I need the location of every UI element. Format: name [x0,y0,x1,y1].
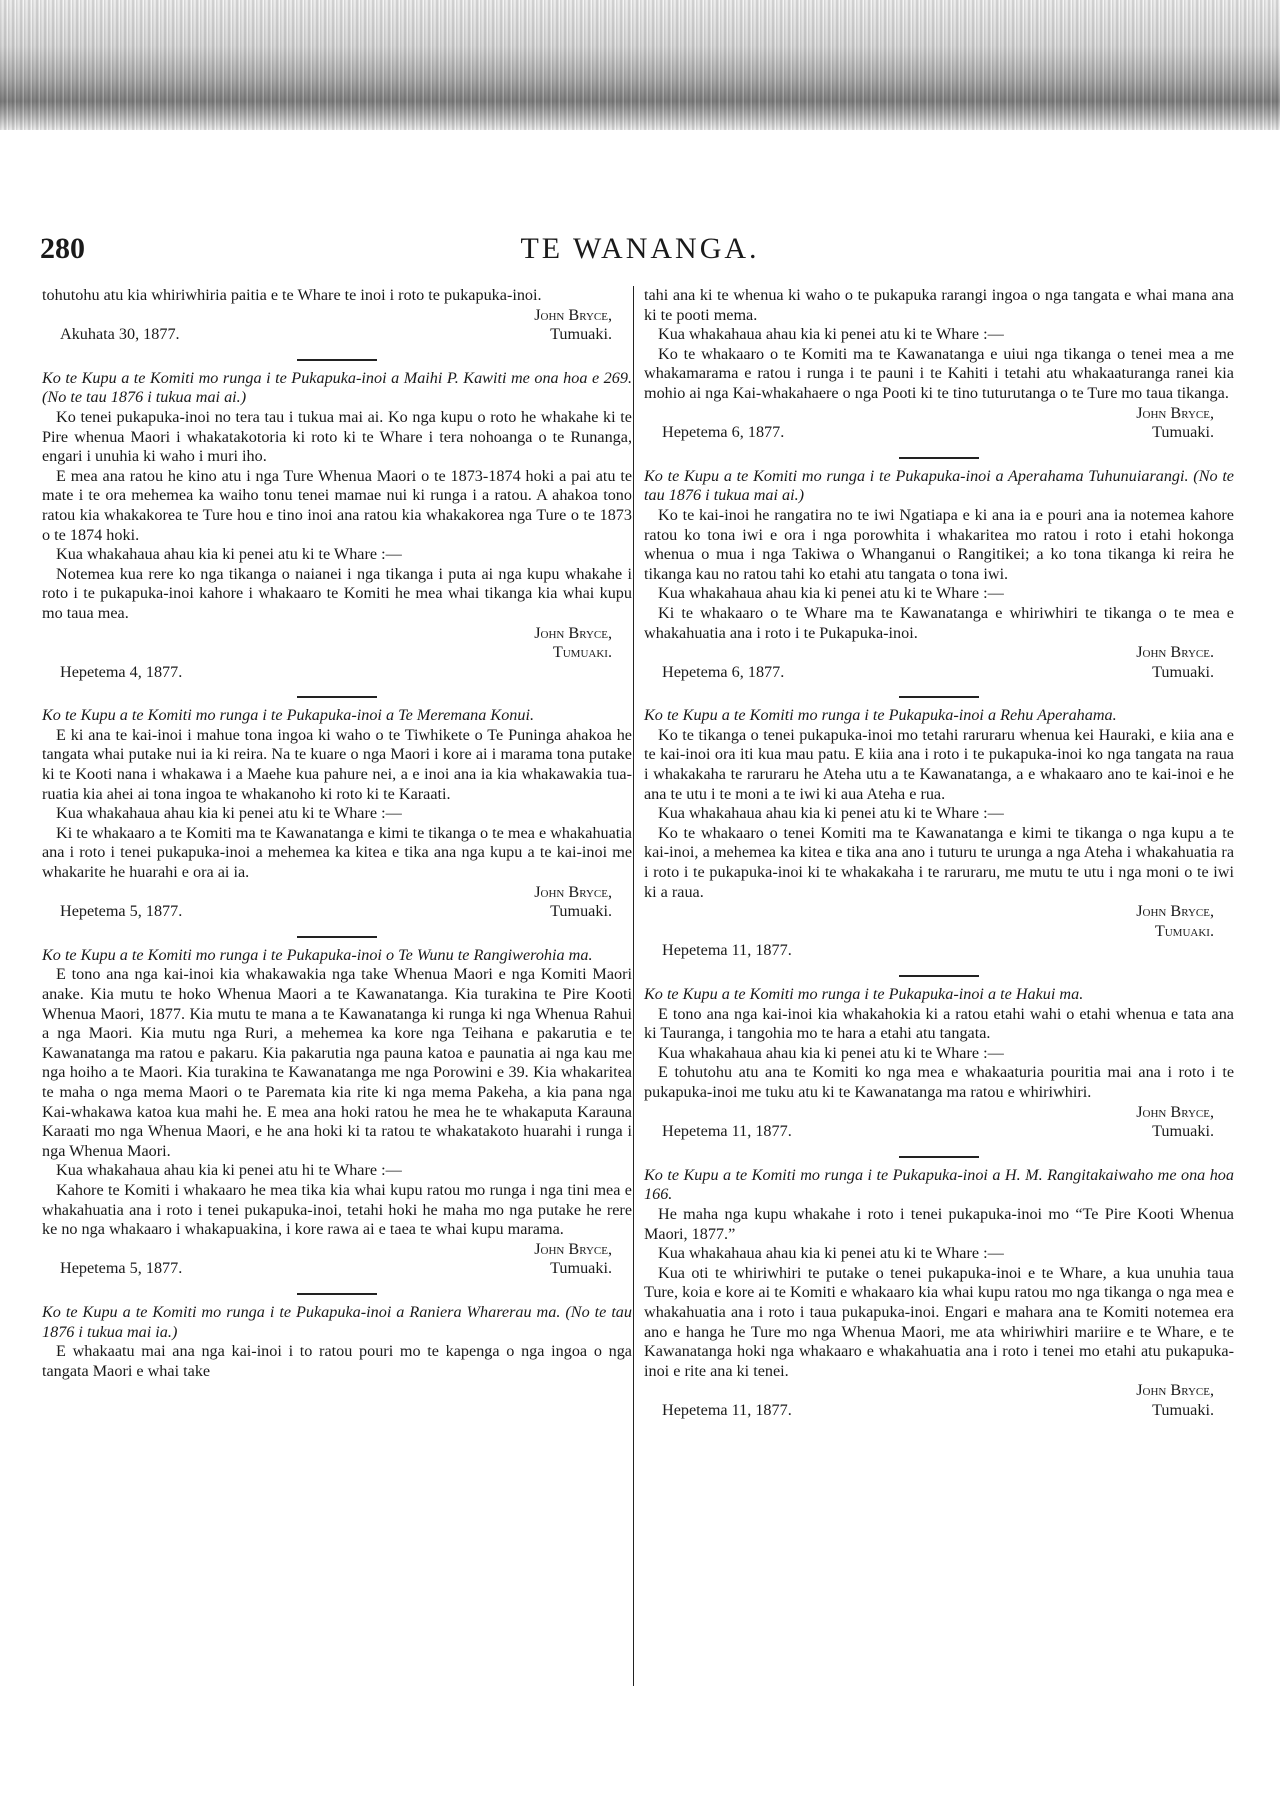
signature-date: Hepetema 5, 1877. [60,902,183,921]
signature-name: John Bryce, [534,623,612,642]
section-rule [297,936,377,938]
paragraph: Ki te whakaaro o te Whare ma te Kawanatanga e whiriwhiri te tikanga o te mea e whakahuatia ana i roto i te Pukapuka-inoi. [644,603,1234,642]
paragraph: Kua whakahaua ahau kia ki penei atu ki te Whare :— [658,804,1004,823]
paragraph: Ko te whakaaro o te Komiti ma te Kawanatanga e uiui nga tikanga o tenei mea a me whakamarama e ratou i runga i te pauni i te Kahiti i tetahi atu whakaaturanga ranei kia mohio ai nga Kai-whakahaere o nga Pooti ki te tino tuturutanga o te Ture mo taua tikanga. [644,344,1234,402]
paragraph: Ko te kai-inoi he rangatira no te iwi Ngatiapa e ki ana ia e pouri ana ia notemea kahore ratou ko tona iwi e ora i nga porowhita i whakaritea mo ratou i roto i etahi hokonga whenua o mua i nga Takiwa o Whanganui o Rangitikei; a ko tona tikanga ki reira he tikanga kau no ratou tahi ko etahi atu tangata o tona iwi. [644,505,1234,583]
paragraph: E tono ana nga kai-inoi kia whakawakia nga take Whenua Maori e nga Komiti Maori anake. Kia mutu te hoko Whenua Maori a te Kawanatanga. Kia turakina te Pire Kooti Whenua Maori, 1877. Kia mutu te mana a te Kawanatanga ki runga ki nga Whenua Rahui a nga Maori. Kia mutu nga Ruri, a mehemea ka kore nga Teihana e pakarutia e te Kawanatanga ma ratou e pakaru. Kia pakarutia nga pauna katoa e paunatia ai nga kau me nga hoiho a te Maori. Kia turakina te Kawanatanga me nga Porowini e 39. Kia whakaritea te maha o nga mema Maori o te Paremata kia rite ki nga mema Pakeha, a kia pana nga Kai-whakawa katoa kua mahi he. E mea ana hoki ratou he mea he te whakaputa Karauna Karaati mo nga Whenua Maori, e he ana hoki ki ta ratou te whakatakoto huarahi i runga i nga Whenua Maori. [42,965,632,1160]
section-heading: Ko te Kupu a te Komiti mo runga i te Pukapuka-inoi a te Hakui ma. [644,985,1084,1003]
signature-date: Hepetema 6, 1877. [662,423,785,442]
paragraph: Ko te tikanga o tenei pukapuka-inoi mo tetahi raruraru whenua kei Hauraki, e kiia ana e te kai-inoi ora iti kua mau patu. E kiia ana i roto i te pukapuka-inoi ko nga tangata na raua i whakakaha te raruraru he Ateha utu a te Kawanatanga, a e whakaaro ano te kai-inoi e he ana te utu i te moni a te iwi ki aua Ateha e rua. [644,725,1234,803]
paragraph: E mea ana ratou he kino atu i nga Ture Whenua Maori o te 1873-1874 hoki a pai atu te mate i te ora mehemea ka waiho tonu tenei mamae nui ki runga i a ratou. A ahakoa tono ratou kia whakakorea te Ture hou e tino inoi ana ratou kia whakakorea nga Ture o te 1873 o te 1874 hoki. [42,466,632,544]
signature-date: Akuhata 30, 1877. [60,325,180,344]
signature-name: John Bryce, [1136,403,1214,422]
section-rule [297,696,377,698]
section-heading: Ko te Kupu a te Komiti mo runga i te Pukapuka-inoi a Maihi P. Kawiti me ona hoa e 269. (No te tau 1876 i tukua mai ai.) [42,368,632,407]
right-column [644,286,1234,1420]
left-column [42,286,632,1381]
signature-name: John Bryce, [1136,1381,1214,1400]
signature-name: John Bryce. [1136,643,1214,662]
section-heading: Ko te Kupu a te Komiti mo runga i te Pukapuka-inoi a Aperahama Tuhunuiarangi. (No te tau 1876 i tukua mai ai.) [644,466,1234,505]
paragraph: tohutohu atu kia whiriwhiria paitia e te Whare te inoi i roto te pukapuka-inoi. [42,286,542,304]
paragraph: Kua whakahaua ahau kia ki penei atu ki te Whare :— [56,804,402,823]
signature-row [42,325,632,345]
signature-role: Tumuaki. [550,902,612,921]
signature-row [644,663,1234,683]
section-rule [899,457,979,459]
paragraph: tahi ana ki te whenua ki waho o te pukapuka rarangi ingoa o nga tangata e whai mana ana ki te pooti mema. [644,286,1234,324]
signature-role: Tumuaki. [1152,1400,1214,1419]
signature-row [42,1259,632,1279]
paragraph: Kua oti te whiriwhiri te putake o tenei pukapuka-inoi e te Whare, a kua unuhia taua Ture, koia e kore ai te Komiti e whakaaro kia whai kupu ratou mo nga tikanga o nga mea e whakahuatia ana i roto i taua pukapuka-inoi. Engari e mahara ana te Komiti notemea era ano e hanga he Ture mo nga Whenua Maori, me ata whiriwhiri mariire e te Whare, e te Kawanatanga hoki nga whakaaro e whakahuatia ana i roto i tenei mo etahi atu pukapuka-inoi e rite ana ki tenei. [644,1263,1234,1380]
section-heading: Ko te Kupu a te Komiti mo runga i te Pukapuka-inoi o Te Wunu te Rangiwerohia ma. [42,945,593,964]
paragraph: He maha nga kupu whakahe i roto i tenei pukapuka-inoi mo “Te Pire Kooti Whenua Maori, 1877.” [644,1204,1234,1243]
signature-name: John Bryce, [534,305,612,324]
signature-role: Tumuaki. [550,325,612,344]
signature-date: Hepetema 5, 1877. [60,1259,183,1278]
signature-name: John Bryce, [534,1239,612,1258]
signature-row [644,1401,1234,1421]
signature-row [42,902,632,922]
paragraph: E tono ana nga kai-inoi kia whakahokia ki a ratou etahi wahi o etahi whenua e tata ana ki Tauranga, i tangohia mo te hara a etahi atu tangata. [644,1004,1234,1043]
paragraph: Ko tenei pukapuka-inoi no tera tau i tukua mai ai. Ko nga kupu o roto he whakahe ki te Pire whenua Maori i whakatakotoria ki roto ki te Whare i tera nohoanga o te Runanga, engari i unuhia ki waho i muri iho. [42,407,632,466]
signature-name: John Bryce, [534,882,612,901]
paragraph: Ki te whakaaro a te Komiti ma te Kawanatanga e kimi te tikanga o te mea e whakahuatia ana i roto i tenei pukapuka-inoi a mehemea ka kitea e tika ana nga kupu a te kai-inoi me whakarite he huarahi e ora ai ia. [42,823,632,882]
signature-date: Hepetema 11, 1877. [662,1122,792,1141]
signature-date: Hepetema 4, 1877. [60,662,183,681]
signature-name: John Bryce, [1136,902,1214,921]
signature-role: Tumuaki. [1154,921,1214,940]
signature-row [644,1122,1234,1142]
signature-role: Tumuaki. [1152,1122,1214,1141]
signature-name: John Bryce, [1136,1102,1214,1121]
paragraph: Kua whakahaua ahau kia ki penei atu ki te Whare :— [56,545,402,564]
signature-date: Hepetema 6, 1877. [662,662,785,681]
section-rule [899,1156,979,1158]
signature-date: Hepetema 11, 1877. [662,941,792,960]
paragraph: Notemea kua rere ko nga tikanga o naianei i nga tikanga i puta ai nga kupu whakahe i roto i te pukapuka-inoi kahore i whakaaro te Komiti he mea whai tikanga kia whai kupu mo taua mea. [42,564,632,622]
paragraph: Kua whakahaua ahau kia ki penei atu ki te Whare :— [658,1244,1004,1263]
signature-date: Hepetema 11, 1877. [662,1400,792,1419]
signature-role: Tumuaki. [1152,662,1214,681]
section-rule [899,696,979,698]
section-heading: Ko te Kupu a te Komiti mo runga i te Pukapuka-inoi a Rehu Aperahama. [644,706,1117,725]
section-heading: Ko te Kupu a te Komiti mo runga i te Pukapuka-inoi a Te Meremana Konui. [42,706,535,725]
signature-role: Tumuaki. [552,643,612,662]
signature-row [644,423,1234,443]
section-heading: Ko te Kupu a te Komiti mo runga i te Pukapuka-inoi a Raniera Wharerau ma. (No te tau 1876 i tukua mai ia.) [42,1302,632,1341]
signature-role: Tumuaki. [550,1259,612,1278]
journal-title: TE WANANGA. [520,232,760,265]
section-heading: Ko te Kupu a te Komiti mo runga i te Pukapuka-inoi a H. M. Rangitakaiwaho me ona hoa 166. [644,1165,1234,1204]
column-divider [633,286,634,1686]
signature-row [644,941,1234,961]
page-header [40,226,1240,270]
paragraph: Kua whakahaua ahau kia ki penei atu ki te Whare :— [658,325,1004,344]
paragraph: Kua whakahaua ahau kia ki penei atu ki te Whare :— [658,1043,1004,1062]
scan-noise-band [0,0,1280,130]
section-rule [297,359,377,361]
section-rule [899,975,979,977]
paragraph: E ki ana te kai-inoi i mahue tona ingoa ki waho o te Tiwhikete o Te Puninga ahakoa he tangata whai putake nui ia ki reira. Na te kuare o nga Maori i kore ai i marama tona putake ki te Kooti nana i whakawa i a Maehe kua pahure nei, a e inoi ana ia kia whakawakia tua-ruatia kia ahei ai tona ingoa te whakanoho ki roto ki te Karaati. [42,725,632,803]
paragraph: Kua whakahaua ahau kia ki penei atu hi te Whare :— [56,1161,402,1180]
signature-role: Tumuaki. [1152,423,1214,442]
paragraph: E whakaatu mai ana nga kai-inoi i to ratou pouri mo te kapenga o nga ingoa o nga tangata Maori e whai take [42,1342,632,1380]
paragraph: Kahore te Komiti i whakaaro he mea tika kia whai kupu ratou mo runga i nga tini mea e whakahuatia ana i roto i tenei pukapuka-inoi, tetahi hoki he maha mo nga putake he rere ke no nga whakaaro i whakapuakina, i kore rawa ai e taea te whai kupu marama. [42,1180,632,1239]
paragraph: E tohutohu atu ana te Komiti ko nga mea e whakaaturia pouritia mai ana i roto i te pukapuka-inoi me tuku atu ki te Kawanatanga ma ratou e whiriwhiri. [644,1063,1234,1101]
paragraph: Ko te whakaaro o tenei Komiti ma te Kawanatanga e kimi te tikanga o nga kupu a te kai-inoi, a mehemea ka kitea e tika ana ano i tuturu te urunga a nga Ateha i whakahuatia ra i roto i te pukapuka-inoi ki te whakakaha i te raruraru, me mutu te utu i nga moni o te iwi ki a raua. [644,823,1234,901]
page-number: 280 [40,232,85,265]
section-rule [297,1293,377,1295]
signature-row [42,663,632,683]
paragraph: Kua whakahaua ahau kia ki penei atu ki te Whare :— [658,584,1004,603]
